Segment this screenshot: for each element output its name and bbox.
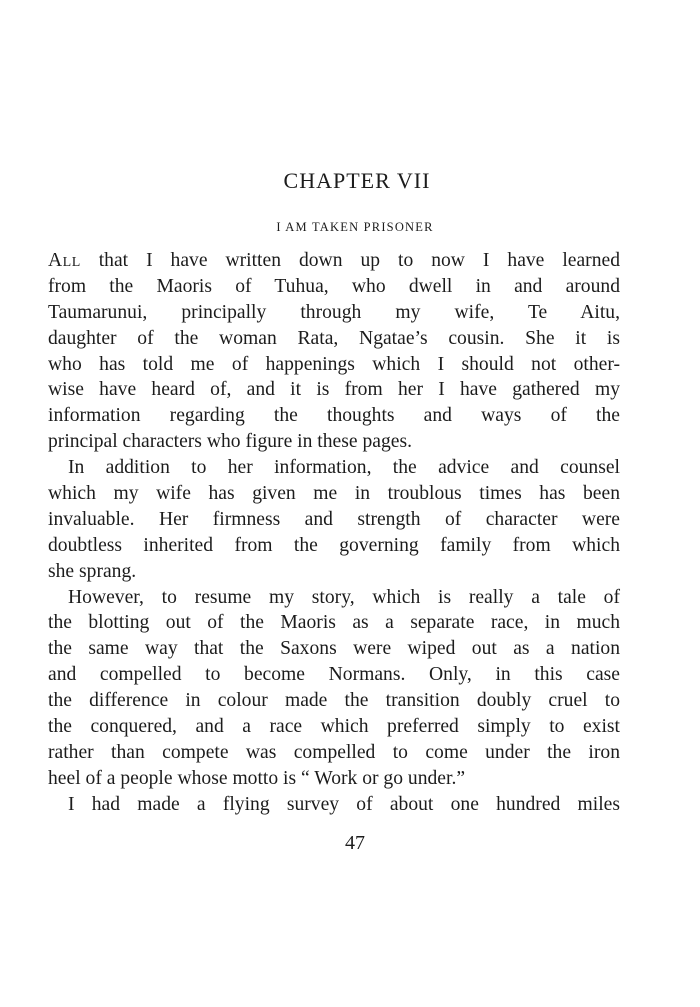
text-line: who has told me of happenings which I should not other- [48, 353, 620, 375]
text-line: wise have heard of, and it is from her I have gathered my [48, 379, 620, 401]
text-line: All that I have written down up to now I have learned [48, 250, 620, 271]
paragraph [48, 248, 620, 455]
text-line: doubtless inherited from the governing family from which [48, 534, 620, 556]
text-line: principal characters who figure in these pages. [48, 431, 412, 453]
text-line: I had made a flying survey of about one hundred miles [68, 793, 620, 815]
text-line: daughter of the woman Rata, Ngatae’s cousin. She it is [48, 327, 620, 349]
paragraph [48, 792, 620, 818]
paragraph [48, 455, 620, 584]
body-text [48, 248, 620, 818]
text-line: the difference in colour made the transition doubly cruel to [48, 690, 620, 712]
text-line: Taumarunui, principally through my wife, Te Aitu, [48, 301, 620, 323]
text-line: invaluable. Her firmness and strength of character were [48, 508, 620, 530]
text-line: In addition to her information, the advice and counsel [68, 457, 620, 479]
chapter-subtitle: I AM TAKEN PRISONER [276, 220, 434, 234]
text-line: and compelled to become Normans. Only, in this case [48, 664, 620, 686]
chapter-title: CHAPTER VII [283, 168, 431, 193]
small-caps-opening-word: All [48, 250, 81, 271]
text-line: from the Maoris of Tuhua, who dwell in and around [48, 275, 620, 297]
text-line: heel of a people whose motto is “ Work or go under.” [48, 767, 466, 789]
text-line: the same way that the Saxons were wiped out as a nation [48, 638, 620, 660]
text-line: which my wife has given me in troublous times has been [48, 483, 620, 505]
text-line: However, to resume my story, which is really a tale of [68, 586, 620, 608]
text-line: she sprang. [48, 560, 137, 582]
text-line: rather than compete was compelled to come under the iron [48, 741, 620, 763]
page-number: 47 [345, 832, 365, 854]
paragraph [48, 585, 620, 792]
text-line: the conquered, and a race which preferred simply to exist [48, 716, 620, 738]
text-line: information regarding the thoughts and ways of the [48, 405, 620, 427]
text-line: the blotting out of the Maoris as a separate race, in much [48, 612, 620, 634]
